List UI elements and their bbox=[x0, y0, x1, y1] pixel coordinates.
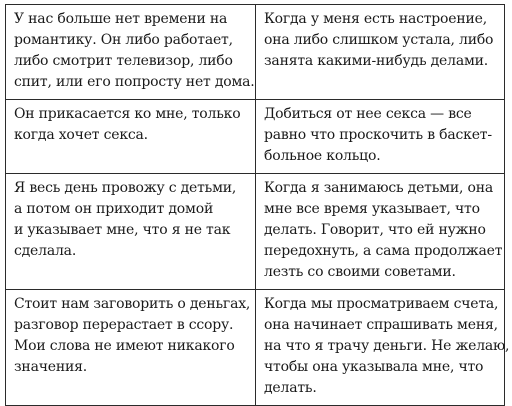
cell-line: сделала. bbox=[14, 243, 77, 259]
cell-line: либо смотрит телевизор, либо bbox=[14, 53, 233, 69]
cell-line: У нас больше нет времени на bbox=[14, 11, 228, 27]
table-cell-right bbox=[256, 5, 505, 100]
cell-line: когда хочет секса. bbox=[14, 127, 148, 143]
table-cell-right bbox=[256, 174, 505, 290]
cell-line: она либо слишком устала, либо bbox=[264, 32, 494, 48]
cell-line: мне все время указывает, что bbox=[264, 201, 480, 217]
comparison-table bbox=[5, 4, 510, 406]
cell-line: а потом он приходит домой bbox=[14, 201, 214, 217]
cell-line: разговор перерастает в ссору. bbox=[14, 317, 234, 333]
table-cell-right bbox=[256, 290, 510, 406]
cell-line: лезть со своими советами. bbox=[264, 264, 456, 280]
cell-line: делать. Говорит, что ей нужно bbox=[264, 222, 486, 238]
cell-line: Мои слова не имеют никакого bbox=[14, 338, 235, 354]
cell-line: она начинает спрашивать меня, bbox=[264, 317, 498, 333]
cell-line: передохнуть, а сама продолжает bbox=[264, 243, 503, 259]
table-row bbox=[6, 5, 505, 100]
cell-line: значения. bbox=[14, 359, 87, 375]
cell-line: Стоит нам заговорить о деньгах, bbox=[14, 296, 251, 312]
cell-line: и указывает мне, что я не так bbox=[14, 222, 231, 238]
cell-line: Я весь день провожу с детьми, bbox=[14, 180, 237, 196]
cell-line: романтику. Он либо работает, bbox=[14, 32, 233, 48]
cell-line: равно что проскочить в баскет- bbox=[264, 127, 492, 143]
table-cell-left bbox=[6, 174, 256, 290]
cell-line: занята какими-нибудь делами. bbox=[264, 53, 489, 69]
cell-line: спит, или его попросту нет дома. bbox=[14, 74, 255, 90]
cell-line: Когда я занимаюсь детьми, она bbox=[264, 180, 493, 196]
cell-line: больное кольцо. bbox=[264, 148, 381, 164]
cell-line: Когда мы просматриваем счета, bbox=[264, 296, 499, 312]
cell-line: на что я трачу деньги. Не желаю, bbox=[264, 338, 510, 354]
cell-line: Он прикасается ко мне, только bbox=[14, 106, 241, 122]
table-cell-left bbox=[6, 5, 256, 100]
table-cell-left bbox=[6, 100, 256, 174]
table-row bbox=[6, 100, 505, 174]
cell-line: чтобы она указывала мне, что bbox=[264, 359, 484, 375]
cell-line: Добиться от нее секса — все bbox=[264, 106, 472, 122]
table-row bbox=[6, 174, 505, 290]
cell-line: Когда у меня есть настроение, bbox=[264, 11, 487, 27]
table-cell-left bbox=[6, 290, 256, 406]
table-cell-right bbox=[256, 100, 505, 174]
table-row bbox=[6, 290, 505, 406]
cell-line: делать. bbox=[264, 380, 317, 396]
